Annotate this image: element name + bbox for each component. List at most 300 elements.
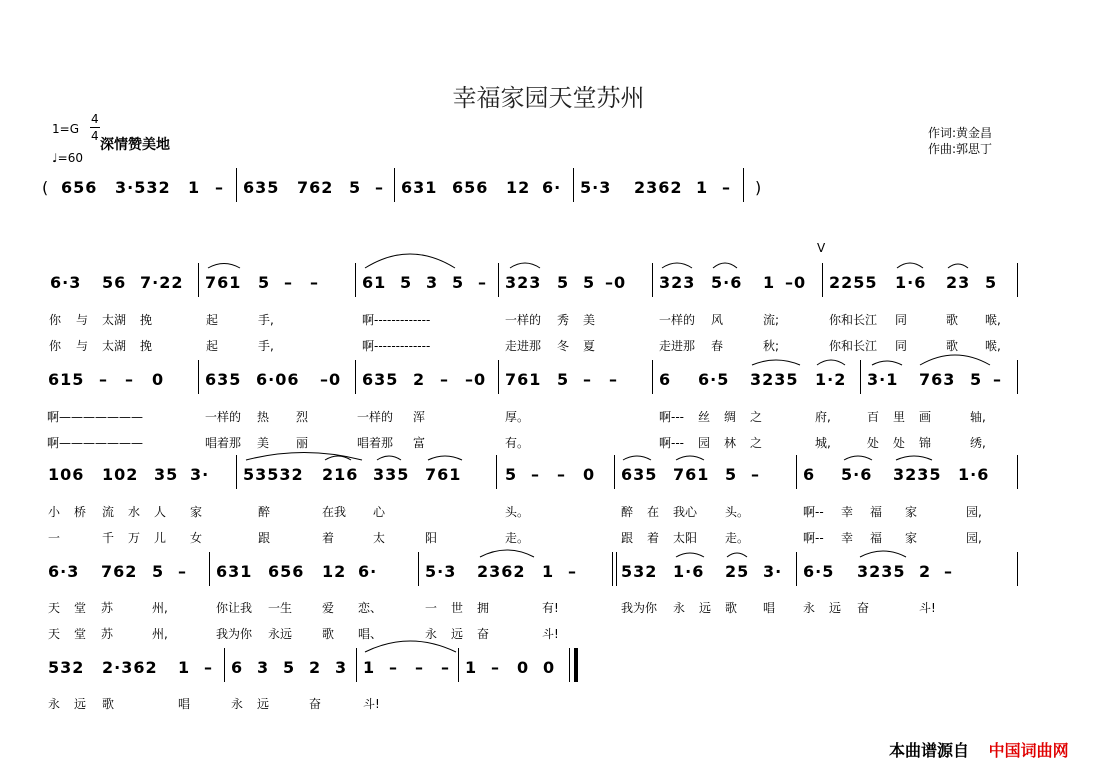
note: 2 <box>309 658 322 677</box>
lyric: 府, <box>815 410 831 424</box>
lyric: 奋 <box>477 627 490 641</box>
lyric: 有! <box>542 601 559 615</box>
barline <box>418 552 419 586</box>
note: 5·6 <box>711 273 743 292</box>
note: 656 <box>268 562 305 581</box>
note: 6 <box>231 658 244 677</box>
lyric: 女 <box>190 531 203 545</box>
lyric: 斗! <box>363 697 380 711</box>
lyric: 夏 <box>583 339 596 353</box>
note: 0 <box>517 658 530 677</box>
lyric: 千 <box>102 531 115 545</box>
lyric: 太湖 <box>102 339 127 353</box>
tempo-value: =60 <box>57 151 83 165</box>
source-credit <box>889 738 1069 761</box>
note: 3235 <box>857 562 906 581</box>
note: – <box>557 465 566 484</box>
note: – <box>441 658 450 677</box>
lyric: 福 <box>870 505 883 519</box>
note: –0 <box>785 273 807 292</box>
lyric: 太阳 <box>673 531 698 545</box>
note: 6 <box>659 370 672 389</box>
site-name-link[interactable]: 中国词曲网 <box>988 741 1069 760</box>
note: 56 <box>102 273 127 292</box>
note: –0 <box>465 370 487 389</box>
note: 3235 <box>750 370 799 389</box>
intro-note: 3·532 <box>115 178 171 197</box>
note: 5·6 <box>841 465 873 484</box>
note: 6 <box>803 465 816 484</box>
lyric: 画 <box>919 410 932 424</box>
barline <box>458 648 459 682</box>
note: 6·5 <box>698 370 730 389</box>
lyric: 烈 <box>296 410 309 424</box>
lyric: 拥 <box>477 601 490 615</box>
note: 2255 <box>829 273 878 292</box>
lyric: 唱 <box>178 697 191 711</box>
intro-note: 1 <box>696 178 709 197</box>
note: 1 <box>465 658 478 677</box>
lyric: 处 <box>867 436 880 450</box>
lyric: 你和长江 <box>829 313 878 327</box>
final-barline <box>569 648 578 682</box>
lyric: 头。 <box>725 505 750 519</box>
note: 0 <box>152 370 165 389</box>
lyric: 唱 <box>763 601 776 615</box>
lyric: 锦 <box>919 436 932 450</box>
lyric: 跟 <box>258 531 271 545</box>
barline <box>394 168 395 202</box>
lyric: 起 <box>206 313 219 327</box>
note: 761 <box>205 273 242 292</box>
lyric: 手, <box>258 313 274 327</box>
intro-note: 5 <box>349 178 362 197</box>
barline <box>355 263 356 297</box>
note: 763 <box>919 370 956 389</box>
note: – <box>284 273 293 292</box>
note: – <box>389 658 398 677</box>
lyric: 园 <box>698 436 711 450</box>
note: – <box>415 658 424 677</box>
lyric: 爱 <box>322 601 335 615</box>
note: 635 <box>621 465 658 484</box>
note: 631 <box>216 562 253 581</box>
note: – <box>310 273 319 292</box>
lyric: 永 <box>673 601 686 615</box>
note: 216 <box>322 465 359 484</box>
note: 6·3 <box>48 562 80 581</box>
lyric: 人 <box>154 505 167 519</box>
note: 3 <box>426 273 439 292</box>
note: 1 <box>178 658 191 677</box>
lyric: 世 <box>451 601 464 615</box>
note: 2·362 <box>102 658 158 677</box>
note: 3 <box>257 658 270 677</box>
note: 5 <box>970 370 983 389</box>
composer-credit: 作曲:郭思丁 <box>928 142 993 156</box>
note: 5 <box>152 562 165 581</box>
note: 0 <box>543 658 556 677</box>
note: – <box>478 273 487 292</box>
lyric: 一样的 <box>505 313 542 327</box>
lyric: 斗! <box>542 627 559 641</box>
note: 5 <box>400 273 413 292</box>
lyric: 手, <box>258 339 274 353</box>
lyric: 歌 <box>946 339 959 353</box>
lyric: 跟 <box>621 531 634 545</box>
lyric: 我为你 <box>216 627 253 641</box>
note: 61 <box>362 273 387 292</box>
lyric: 热 <box>257 410 270 424</box>
note: 25 <box>725 562 750 581</box>
barline <box>652 360 653 394</box>
lyric: 百 <box>867 410 880 424</box>
note: 3· <box>190 465 210 484</box>
barline <box>1017 263 1018 297</box>
lyric: 美 <box>583 313 596 327</box>
note: – <box>531 465 540 484</box>
note: 35 <box>154 465 179 484</box>
lyric: 冬 <box>557 339 570 353</box>
barline <box>614 455 615 489</box>
lyric: 远 <box>451 627 464 641</box>
lyric: 州, <box>152 601 168 615</box>
note: 5 <box>258 273 271 292</box>
lyric: 一样的 <box>205 410 242 424</box>
lyric: 在我 <box>322 505 347 519</box>
barline <box>860 360 861 394</box>
note: – <box>204 658 213 677</box>
note: 635 <box>362 370 399 389</box>
intro-note: 762 <box>297 178 334 197</box>
lyric: 喉, <box>985 339 1001 353</box>
note: 3·1 <box>867 370 899 389</box>
note: 6·3 <box>50 273 82 292</box>
barline <box>236 455 237 489</box>
note: 5 <box>505 465 518 484</box>
barline <box>652 263 653 297</box>
lyric: 永 <box>803 601 816 615</box>
lyric: 远 <box>257 697 270 711</box>
lyric: 远 <box>829 601 842 615</box>
lyric: 醉 <box>621 505 634 519</box>
note: – <box>491 658 500 677</box>
lyric: 一 <box>425 601 438 615</box>
lyric: 奋 <box>857 601 870 615</box>
lyric: 浑 <box>413 410 426 424</box>
lyric: 秋; <box>763 339 780 353</box>
lyric: 一样的 <box>659 313 696 327</box>
note: 0 <box>583 465 596 484</box>
barline <box>355 360 356 394</box>
barline <box>822 263 823 297</box>
note: 3 <box>335 658 348 677</box>
note: –0 <box>320 370 342 389</box>
lyric: 堂 <box>74 601 87 615</box>
barline <box>743 168 744 202</box>
note: – <box>568 562 577 581</box>
barline <box>209 552 210 586</box>
lyric: 啊------------- <box>362 313 431 327</box>
lyric: 家 <box>190 505 203 519</box>
note: 532 <box>48 658 85 677</box>
lyric: 走。 <box>505 531 530 545</box>
double-barline <box>612 552 617 586</box>
note: 53532 <box>243 465 304 484</box>
lyric: 里 <box>893 410 906 424</box>
lyric: 城, <box>815 436 831 450</box>
lyric: 一 <box>48 531 61 545</box>
lyric: 一样的 <box>357 410 394 424</box>
note: 1·6 <box>958 465 990 484</box>
barline <box>573 168 574 202</box>
note: –0 <box>605 273 627 292</box>
intro-note: – <box>722 178 731 197</box>
note: 2362 <box>477 562 526 581</box>
intro-note: – <box>375 178 384 197</box>
lyric: 你 <box>49 339 62 353</box>
note: 5 <box>283 658 296 677</box>
lyric: 流; <box>763 313 780 327</box>
note: 1·6 <box>895 273 927 292</box>
source-label: 本曲谱源自 <box>889 741 970 760</box>
note: 323 <box>659 273 696 292</box>
lyric: 春 <box>711 339 724 353</box>
lyric: 轴, <box>970 410 986 424</box>
note: 335 <box>373 465 410 484</box>
lyric: 唱着那 <box>205 436 242 450</box>
lyric: 起 <box>206 339 219 353</box>
intro-note: 631 <box>401 178 438 197</box>
lyric: 着 <box>322 531 335 545</box>
lyric: 万 <box>128 531 141 545</box>
lyric: 园, <box>966 505 982 519</box>
lyric: 富 <box>413 436 426 450</box>
lyric: 歌 <box>322 627 335 641</box>
intro-note: 1 <box>188 178 201 197</box>
lyric: 天 <box>48 627 61 641</box>
barline <box>1017 360 1018 394</box>
lyric: 阳 <box>425 531 438 545</box>
lyric: 流 <box>102 505 115 519</box>
intro-note: 656 <box>452 178 489 197</box>
lyric: 我为你 <box>621 601 658 615</box>
lyric: 美 <box>257 436 270 450</box>
barline <box>796 552 797 586</box>
lyric: 挽 <box>140 339 153 353</box>
note: 5 <box>985 273 998 292</box>
time-signature-bottom: 4 <box>91 129 99 143</box>
lyric: 林 <box>724 436 737 450</box>
lyric: 走进那 <box>505 339 542 353</box>
lyric: 你 <box>49 313 62 327</box>
tempo-marking <box>52 151 83 165</box>
note: 5 <box>725 465 738 484</box>
lyric: 堂 <box>74 627 87 641</box>
barline <box>198 263 199 297</box>
note: 615 <box>48 370 85 389</box>
lyric: 永远 <box>268 627 293 641</box>
note: 3· <box>763 562 783 581</box>
time-signature-top: 4 <box>91 112 99 126</box>
barline <box>198 360 199 394</box>
lyric: 处 <box>893 436 906 450</box>
note: 635 <box>205 370 242 389</box>
lyric: 丝 <box>698 410 711 424</box>
note: 1 <box>763 273 776 292</box>
barline <box>1017 455 1018 489</box>
lyric: 远 <box>74 697 87 711</box>
lyric: 歌 <box>946 313 959 327</box>
intro-note: 6· <box>542 178 562 197</box>
lyric: 啊-- <box>803 505 824 519</box>
lyric: 斗! <box>919 601 936 615</box>
intro-open-paren: ( <box>42 178 50 197</box>
key-signature: 1=G <box>52 122 79 136</box>
note: 6·5 <box>803 562 835 581</box>
barline <box>496 455 497 489</box>
barline <box>356 648 357 682</box>
intro-note: – <box>215 178 224 197</box>
lyric: 小 <box>48 505 61 519</box>
note: 761 <box>673 465 710 484</box>
note: 1·2 <box>815 370 847 389</box>
note: 12 <box>322 562 347 581</box>
lyric: 儿 <box>154 531 167 545</box>
intro-note: 2362 <box>634 178 683 197</box>
lyric: 走进那 <box>659 339 696 353</box>
lyric: 太湖 <box>102 313 127 327</box>
lyric: 太 <box>373 531 386 545</box>
lyric: 恋、 <box>358 601 383 615</box>
lyric: 你和长江 <box>829 339 878 353</box>
lyric: 在 <box>647 505 660 519</box>
barline <box>498 263 499 297</box>
lyric: 唱着那 <box>357 436 394 450</box>
lyric: 绣, <box>970 436 986 450</box>
lyric: 啊--- <box>659 410 684 424</box>
song-title: 幸福家园天堂苏州 <box>452 84 645 112</box>
barline <box>236 168 237 202</box>
note: – <box>440 370 449 389</box>
note: 3235 <box>893 465 942 484</box>
lyric: 同 <box>895 339 908 353</box>
barline <box>1017 552 1018 586</box>
lyric: 园, <box>966 531 982 545</box>
lyric: 风 <box>711 313 724 327</box>
lyric: 唱、 <box>358 627 383 641</box>
breath-mark: V <box>817 241 826 255</box>
expression-mark: 深情赞美地 <box>100 137 170 153</box>
lyric: 幸 <box>841 531 854 545</box>
intro-note: 635 <box>243 178 280 197</box>
lyric: 幸 <box>841 505 854 519</box>
lyric: 与 <box>76 339 89 353</box>
lyric: 与 <box>76 313 89 327</box>
lyric: 啊——————— <box>47 436 144 450</box>
lyric: 我心 <box>673 505 698 519</box>
note: 2 <box>919 562 932 581</box>
note: 106 <box>48 465 85 484</box>
lyric: 着 <box>647 531 660 545</box>
lyric: 州, <box>152 627 168 641</box>
lyric: 啊------------- <box>362 339 431 353</box>
note: – <box>993 370 1002 389</box>
note: 5 <box>557 273 570 292</box>
note: 1 <box>542 562 555 581</box>
lyric: 心 <box>373 505 386 519</box>
lyric: 永 <box>231 697 244 711</box>
note: 532 <box>621 562 658 581</box>
lyric: 秀 <box>557 313 570 327</box>
barline <box>498 360 499 394</box>
barline <box>224 648 225 682</box>
lyric: 挽 <box>140 313 153 327</box>
lyric: 啊——————— <box>47 410 144 424</box>
note: – <box>751 465 760 484</box>
barline <box>796 455 797 489</box>
lyric: 桥 <box>74 505 87 519</box>
note: 1·6 <box>673 562 705 581</box>
note: 1 <box>363 658 376 677</box>
note: 323 <box>505 273 542 292</box>
note: – <box>178 562 187 581</box>
lyric: 一生 <box>268 601 293 615</box>
lyricist-credit: 作词:黄金昌 <box>928 126 993 140</box>
lyric: 水 <box>128 505 141 519</box>
note: 102 <box>102 465 139 484</box>
lyric: 永 <box>48 697 61 711</box>
lyric: 永 <box>425 627 438 641</box>
note: – <box>583 370 592 389</box>
lyric: 绸 <box>724 410 737 424</box>
note: 761 <box>505 370 542 389</box>
intro-note: 656 <box>61 178 98 197</box>
note: 5 <box>557 370 570 389</box>
lyric: 天 <box>48 601 61 615</box>
lyric: 走。 <box>725 531 750 545</box>
lyric: 之 <box>750 436 763 450</box>
lyric: 同 <box>895 313 908 327</box>
lyric: 喉, <box>985 313 1001 327</box>
lyric: 家 <box>905 531 918 545</box>
quarter-note-icon: ♩ <box>52 151 58 165</box>
note: 5·3 <box>425 562 457 581</box>
note: 23 <box>946 273 971 292</box>
note: 2 <box>413 370 426 389</box>
lyric: 厚。 <box>505 410 530 424</box>
note: – <box>125 370 134 389</box>
note: 7·22 <box>140 273 184 292</box>
lyric: 你让我 <box>216 601 253 615</box>
lyric: 远 <box>699 601 712 615</box>
lyric: 啊-- <box>803 531 824 545</box>
lyric: 啊--- <box>659 436 684 450</box>
note: 5 <box>583 273 596 292</box>
lyric: 头。 <box>505 505 530 519</box>
time-signature-line <box>90 127 100 128</box>
lyric: 歌 <box>102 697 115 711</box>
intro-note: 12 <box>506 178 531 197</box>
lyric: 福 <box>870 531 883 545</box>
note: 761 <box>425 465 462 484</box>
note: 6·06 <box>256 370 300 389</box>
note: – <box>609 370 618 389</box>
note: 5 <box>452 273 465 292</box>
lyric: 之 <box>750 410 763 424</box>
lyric: 丽 <box>296 436 309 450</box>
lyric: 奋 <box>309 697 322 711</box>
